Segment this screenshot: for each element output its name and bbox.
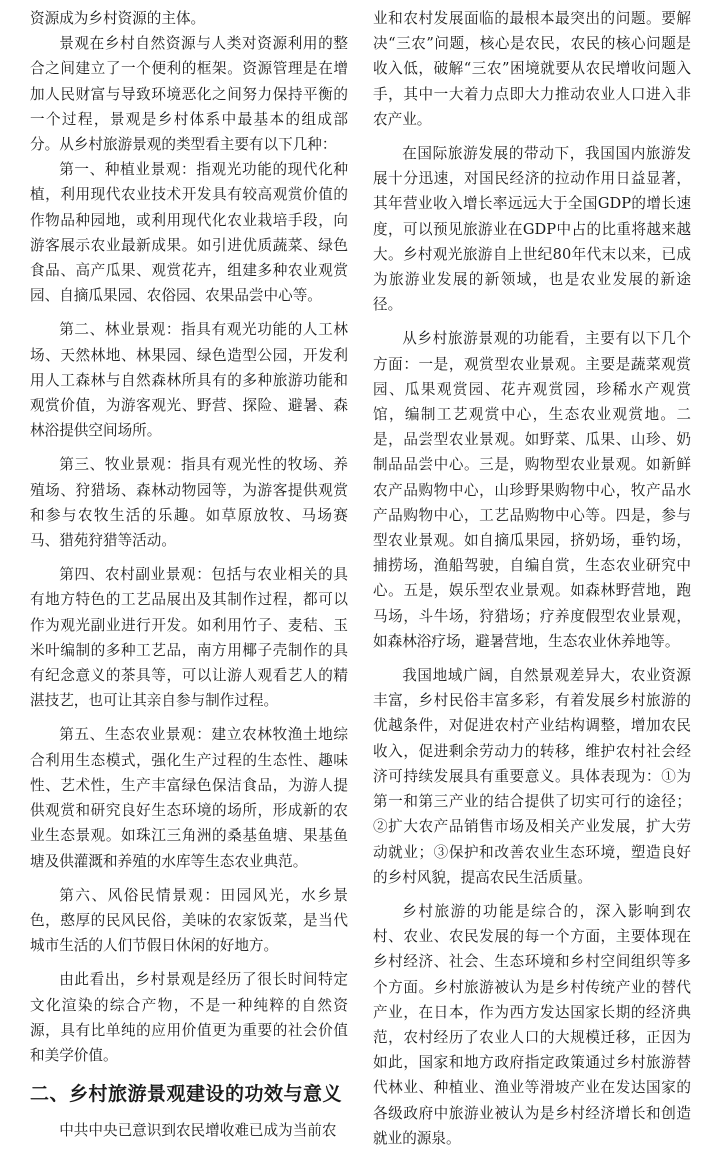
- paragraph: 乡村旅游的功能是综合的，深入影响到农村、农业、农民发展的每一个方面，主要体现在乡村经济、社会、生态环境和乡村空间组织等多个方面。乡村旅游被认为是乡村传统产业的替代产业，在日本，作为西方发达国家长期的经济典范，农村经历了农业人口的大规模迁移，正因为如此，国家和地方政府指定政策通过乡村旅游替代林业、种植业、渔业等滑坡产业在发达国家的各级政府中旅游业被认为是乡村经济增长和创造就业的源泉。: [373, 902, 691, 1147]
- paragraph: 第六、风俗民情景观：田园风光，水乡景色，憨厚的民风民俗，美味的农家饭菜，是当代城市生活的人们节假日休闲的好地方。: [30, 886, 348, 955]
- paragraph: 业和农村发展面临的最根本最突出的问题。要解决“三农”问题，核心是农民，农民的核心问题是收入低，破解“三农”困境就要从农民增收问题入手，其中一大着力点即大力推动农业人口进入非农产业。: [373, 10, 691, 128]
- paragraph: 由此看出，乡村景观是经历了很长时间特定文化渲染的综合产物，不是一种纯粹的自然资源，具有比单纯的应用价值更为重要的社会价值和美学价值。: [30, 971, 348, 1064]
- paragraph: 第二、林业景观：指具有观光功能的人工林场、天然林地、林果园、绿色造型公园，开发利用人工森林与自然森林所具有的多种旅游功能和观赏价值，为游客观光、野营、探险、避暑、森林浴提供空间场所。: [30, 321, 348, 440]
- paragraph: 第五、生态农业景观：建立农林牧渔土地综合利用生态模式，强化生产过程的生态性、趣味性、艺术性，生产丰富绿色保洁食品，为游人提供观赏和研究良好生态环境的场所，形成新的农业生态景观。如珠江三角洲的桑基鱼塘、果基鱼塘及供灌溉和养殖的水库等生态农业典范。: [30, 726, 348, 870]
- left-column: [30, 6, 348, 1143]
- paragraph: 第三、牧业景观：指具有观光性的牧场、养殖场、狩猎场、森林动物园等，为游客提供观赏和参与农牧生活的乐趣。如草原放牧、马场赛马、猎苑狩猎等活动。: [30, 456, 348, 550]
- section-heading: 二、乡村旅游景观建设的功效与意义: [30, 1083, 343, 1106]
- paragraph: 第一、种植业景观：指观光功能的现代化种植，利用现代农业技术开发具有较高观赏价值的作物品种园地，或利用现代化农业栽培手段，向游客展示农业最新成果。如引进优质蔬菜、绿色食品、高产瓜果、观赏花卉，组建多种农业观赏园、自摘瓜果园、农俗园、农果品尝中心等。: [30, 161, 348, 305]
- right-column: [373, 6, 691, 1151]
- paragraph: 景观在乡村自然资源与人类对资源利用的整合之间建立了一个便利的框架。资源管理是在增加人民财富与导致环境恶化之间努力保持平衡的一个过程，景观是乡村体系中最基本的组成部分。从乡村旅游景观的类型看主要有以下几种：: [30, 35, 348, 154]
- paragraph: 从乡村旅游景观的功能看，主要有以下几个方面：一是，观赏型农业景观。主要是蔬菜观赏园、瓜果观赏园、花卉观赏园，珍稀水产观赏馆，编制工艺观赏中心，生态农业观赏地。二是，品尝型农业景观。如野菜、瓜果、山珍、奶制品品尝中心。三是，购物型农业景观。如新鲜农产品购物中心，山珍野果购物中心，牧产品水产品购物中心，工艺品购物中心等。四是，参与型农业景观。如自摘瓜果园，挤奶场，垂钓场，捕捞场，渔船驾驶，自编自赏，生态农业研究中心。五是，娱乐型农业景观。如森林野营地，跑马场，斗牛场，狩猎场；疗养度假型农业景观，如森林浴疗场，避暑营地，生态农业休养地等。: [373, 330, 691, 650]
- paragraph: 资源成为乡村资源的主体。: [30, 10, 206, 27]
- paragraph: 中共中央已意识到农民增收难已成为当前农: [59, 1122, 337, 1140]
- paragraph: 在国际旅游发展的带动下，我国国内旅游发展十分迅速，对国民经济的拉动作用日益显著，其年营业收入增长率远远大于全国GDP的增长速度，可以预见旅游业在GDP中占的比重将越来越大。乡村观光旅游自上世纪80年代末以来，已成为旅游业发展的新领域，也是农业发展的新途径。: [373, 145, 691, 314]
- paragraph: 第四、农村副业景观：包括与农业相关的具有地方特色的工艺品展出及其制作过程，都可以作为观光副业进行开发。如利用竹子、麦秸、玉米叶编制的多种工艺品，南方用椰子壳制作的具有纪念意义的茶具等，可以让游人观看艺人的精湛技艺，也可让其亲自参与制作过程。: [30, 566, 348, 710]
- paragraph: 我国地域广阔，自然景观差异大，农业资源丰富，乡村民俗丰富多彩，有着发展乡村旅游的优越条件，对促进农村产业结构调整，增加农民收入，促进剩余劳动力的转移，维护农村社会经济可持续发展具有重要意义。具体表现为：①为第一和第三产业的结合提供了切实可行的途径；②扩大农产品销售市场及相关产业发展，扩大劳动就业；③保护和改善农业生态环境，塑造良好的乡村风貌，提高农民生活质量。: [373, 667, 691, 886]
